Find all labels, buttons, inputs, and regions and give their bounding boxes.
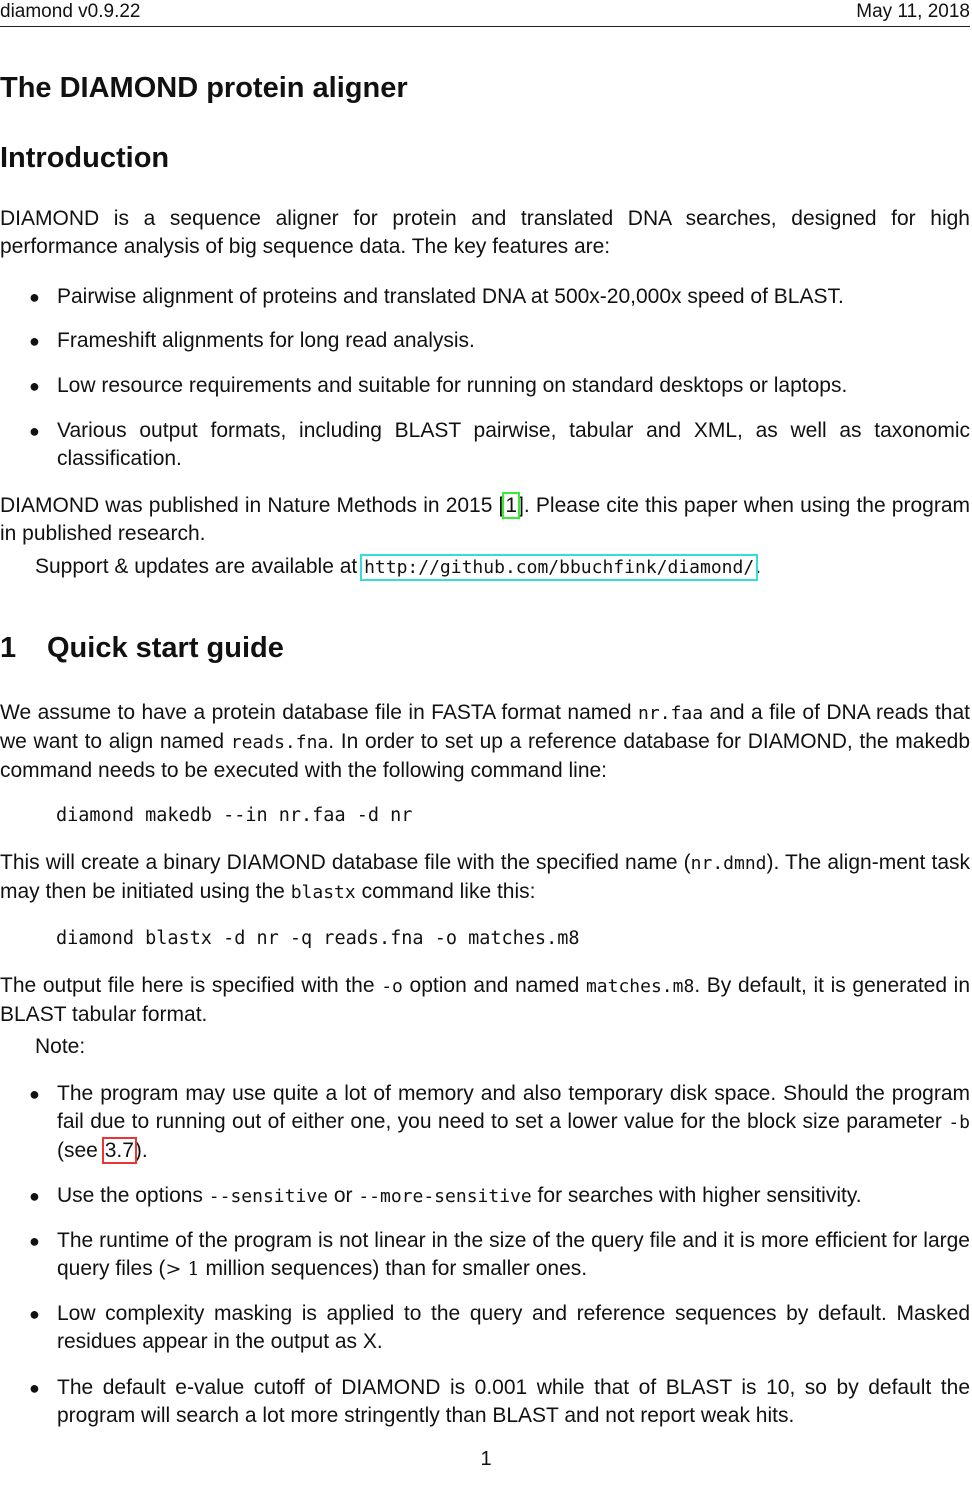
note-item: ● The default e-value cutoff of DIAMOND is 0.001 while that of BLAST is 10, so by default the program will search a lot more stringently than BLAST and not report weak hits. [29, 1376, 970, 1427]
feature-item: ● Various output formats, including BLAST pairwise, tabular and XML, as well as taxonomic classification. [29, 419, 970, 470]
bullet-icon: ● [29, 1378, 40, 1398]
bullet-icon: ● [29, 421, 40, 441]
code-makedb: diamond makedb --in nr.faa -d nr [56, 805, 413, 826]
github-url-link[interactable]: http://github.com/bbuchfink/diamond/ [364, 557, 755, 578]
note-item: ● The program may use quite a lot of memory and also temporary disk space. Should the program fail due to running out of either one, you need to set a lower value for the block size parameter -b (see 3.7). [29, 1082, 970, 1162]
section-number: 1 [0, 632, 17, 664]
database-paragraph: This will create a binary DIAMOND database file with the specified name (nr.dmnd). The align-ment task may then be initiated using the blastx command like this: [0, 851, 970, 903]
feature-item: ● Frameshift alignments for long read analysis. [29, 327, 970, 355]
page-number: 1 [480, 1448, 492, 1470]
bullet-icon: ● [29, 331, 40, 351]
bullet-icon: ● [29, 376, 40, 396]
bullet-icon: ● [29, 287, 40, 307]
output-paragraph: The output file here is specified with the -o option and named matches.m8. By default, it is generated in BLAST tabular format. [0, 974, 970, 1026]
section-reference-link[interactable]: 3.7 [104, 1139, 134, 1162]
support-paragraph: Support & updates are available at http://github.com/bbuchfink/diamond/. [35, 555, 762, 578]
section-title: Quick start guide [47, 632, 284, 664]
note-label: Note: [35, 1035, 86, 1058]
intro-heading: Introduction [0, 142, 170, 174]
note-item: ● Use the options --sensitive or --more-sensitive for searches with higher sensitivity. [29, 1182, 970, 1211]
feature-item: ● Pairwise alignment of proteins and translated DNA at 500x-20,000x speed of BLAST. [29, 283, 970, 311]
running-header-left: diamond v0.9.22 [0, 1, 141, 22]
header-rule [0, 26, 970, 27]
bullet-icon: ● [29, 1084, 40, 1104]
bullet-icon: ● [29, 1304, 40, 1324]
note-item: ● The runtime of the program is not linear in the size of the query file and it is more efficient for large query files (> 1 million sequences) than for smaller ones. [29, 1229, 970, 1280]
bullet-icon: ● [29, 1186, 40, 1206]
quickstart-paragraph: We assume to have a protein database file in FASTA format named nr.faa and a file of DNA reads that we want to align named reads.fna. In order to set up a reference database for DIAMOND, the makedb command needs to be executed with the following command line: [0, 701, 970, 782]
feature-item: ● Low resource requirements and suitable for running on standard desktops or laptops. [29, 372, 970, 400]
note-item: ● Low complexity masking is applied to the query and reference sequences by default. Masked residues appear in the output as X. [29, 1302, 970, 1353]
section-heading [0, 631, 284, 665]
running-header-date: May 11, 2018 [856, 1, 970, 22]
code-blastx: diamond blastx -d nr -q reads.fna -o matches.m8 [56, 928, 580, 949]
citation-paragraph: DIAMOND was published in Nature Methods in 2015 [1]. Please cite this paper when using the program in published research. [0, 494, 970, 545]
bullet-icon: ● [29, 1231, 40, 1251]
document-title: The DIAMOND protein aligner [0, 72, 408, 104]
citation-link[interactable]: 1 [505, 494, 518, 517]
inline-math: > 1 [165, 1258, 200, 1280]
intro-paragraph: DIAMOND is a sequence aligner for protein and translated DNA searches, designed for high performance analysis of big sequence data. The key features are: [0, 207, 970, 258]
